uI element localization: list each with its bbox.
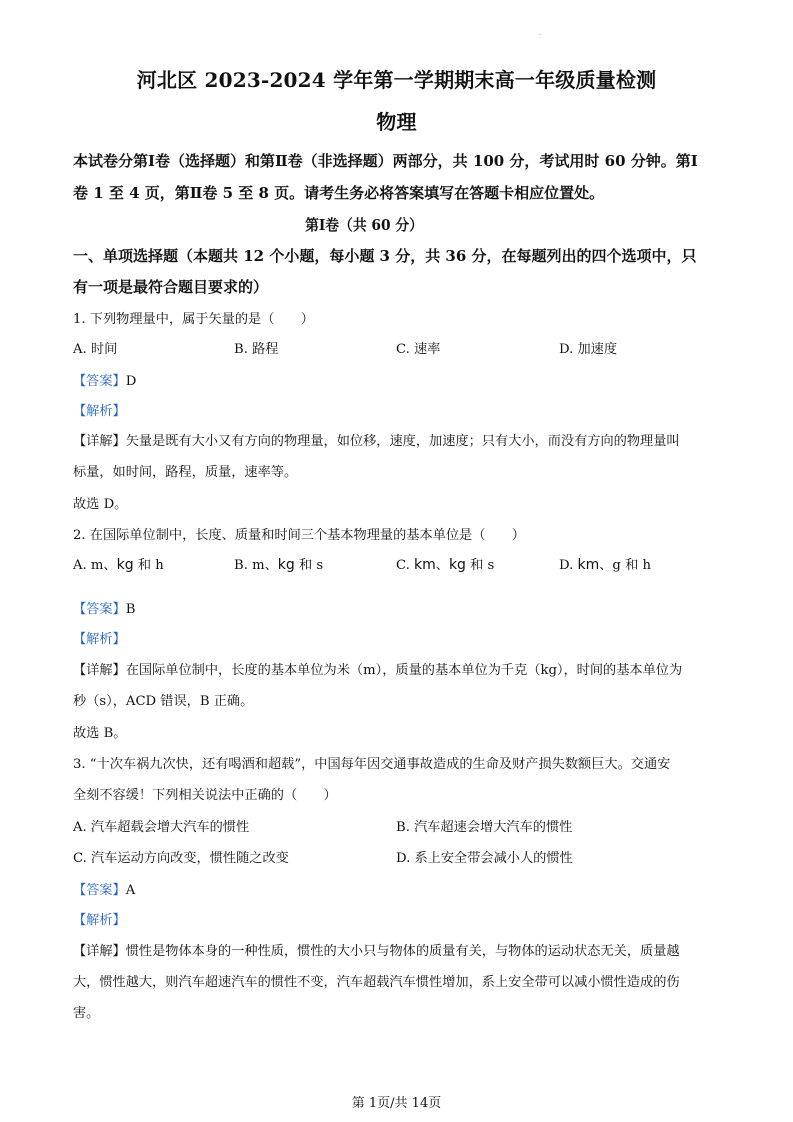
q1-conclusion: 故选 D。: [73, 497, 128, 512]
q2-option-c: C. km、kg 和 s: [396, 557, 495, 573]
q3-detail-line-1: 【详解】惯性是物体本身的一种性质，惯性的大小只与物体的质量有关，与物体的运动状态无关，质量越: [73, 944, 680, 959]
answer-tag: 【答案】: [73, 602, 126, 617]
part1-heading-line-2: 有一项是最符合题目要求的）: [73, 278, 269, 296]
answer-tag: 【答案】: [73, 374, 126, 389]
q2-answer-row: [73, 598, 135, 617]
detail-tag: 【详解】: [73, 663, 126, 678]
q2-detail-line-2: 秒（s），ACD 错误，B 正确。: [73, 694, 254, 709]
q2-answer: B: [125, 602, 136, 617]
detail-tag: 【详解】: [73, 944, 126, 959]
q2-detail-line-1: 【详解】在国际单位制中，长度的基本单位为米（m），质量的基本单位为千克（kg），时间的基本单位为: [73, 663, 683, 678]
q1-option-c: C. 速率: [396, 342, 441, 357]
q3-option-b: B. 汽车超速会增大汽车的惯性: [396, 820, 573, 835]
q3-stem-line-2: 全刻不容缓！下列相关说法中正确的（ ）: [73, 788, 337, 803]
q3-answer: A: [125, 883, 136, 898]
answer-tag: 【答案】: [73, 883, 126, 898]
q3-detail-line-2: 大，惯性越大，则汽车超速汽车的惯性不变，汽车超载汽车惯性增加，系上安全带可以减小惯性造成的伤: [73, 975, 680, 990]
q1-option-a: A. 时间: [73, 342, 118, 357]
q2-stem: 2. 在国际单位制中，长度、质量和时间三个基本物理量的基本单位是（ ）: [73, 528, 525, 543]
exam-title: 河北区 2023-2024 学年第一学期期末高一年级质量检测: [136, 68, 657, 92]
q3-detail-line-3: 害。: [73, 1006, 100, 1021]
corner-dot: .: [539, 30, 541, 37]
subject-title: 物理: [376, 110, 417, 134]
section-title: 第Ⅰ卷（共 60 分）: [305, 216, 423, 234]
q1-answer-row: [73, 370, 136, 389]
q1-analysis-tag: 【解析】: [73, 404, 126, 419]
q2-option-a: A. m、kg 和 h: [73, 557, 164, 573]
q1-option-b: B. 路程: [234, 342, 279, 357]
q1-option-d: D. 加速度: [559, 342, 618, 357]
page-footer: 第 1页/共 14页: [351, 1096, 442, 1111]
q3-option-a: A. 汽车超载会增大汽车的惯性: [73, 820, 250, 835]
intro-line-1: 本试卷分第Ⅰ卷（选择题）和第Ⅱ卷（非选择题）两部分，共 100 分，考试用时 60 分钟。第Ⅰ: [73, 152, 698, 170]
intro-line-2: 卷 1 至 4 页，第Ⅱ卷 5 至 8 页。请考生务必将答案填写在答题卡相应位置处。: [73, 184, 605, 202]
q1-answer: D: [125, 374, 137, 389]
q3-answer-row: [73, 879, 135, 898]
q3-option-d: D. 系上安全带会减小人的惯性: [396, 851, 573, 866]
detail-tag: 【详解】: [73, 434, 126, 449]
q2-conclusion: 故选 B。: [73, 726, 127, 741]
q3-analysis-tag: 【解析】: [73, 913, 126, 928]
q2-option-b: B. m、kg 和 s: [234, 557, 324, 573]
q1-detail-line-1: 【详解】矢量是既有大小又有方向的物理量，如位移，速度，加速度；只有大小，而没有方向的物理量叫: [73, 434, 680, 449]
q1-detail-line-2: 标量，如时间，路程，质量，速率等。: [73, 465, 298, 480]
q2-analysis-tag: 【解析】: [73, 632, 126, 647]
q3-option-c: C. 汽车运动方向改变，惯性随之改变: [73, 851, 289, 866]
q3-stem-line-1: 3. “十次车祸九次快，还有喝酒和超载”，中国每年因交通事故造成的生命及财产损失数额巨大。交通安: [73, 757, 671, 772]
part1-heading-line-1: 一、单项选择题（本题共 12 个小题，每小题 3 分，共 36 分，在每题列出的四个选项中，只: [73, 247, 697, 265]
q2-option-d: D. km、g 和 h: [559, 557, 651, 573]
q1-stem: 1. 下列物理量中，属于矢量的是（ ）: [73, 312, 314, 327]
